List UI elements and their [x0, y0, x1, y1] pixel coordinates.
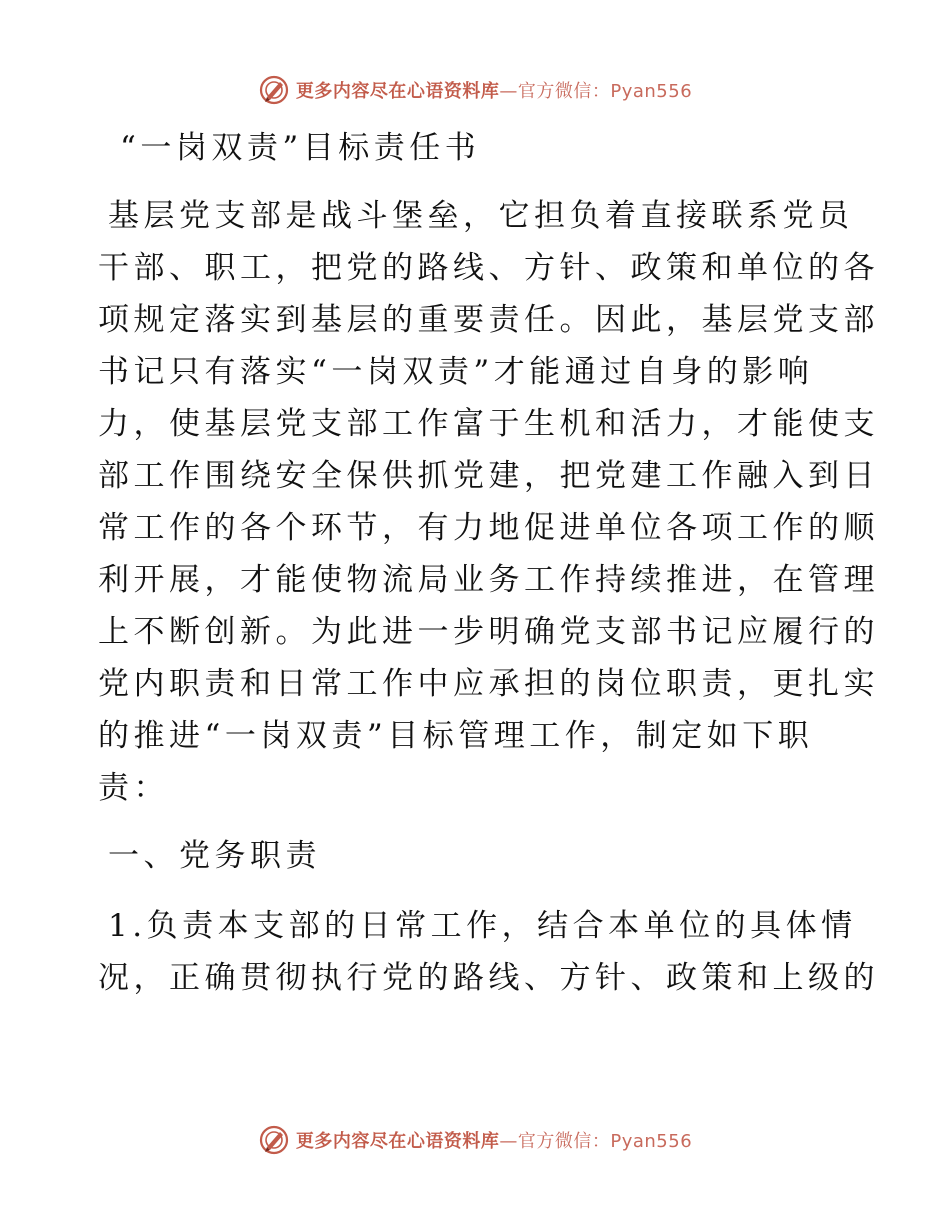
paragraph-line: 1.负责本支部的日常工作，结合本单位的具体情 [108, 908, 857, 944]
section-heading: 一、党务职责 [108, 838, 321, 874]
paragraph-line: 的推进“一岗双责”目标管理工作，制定如下职 [98, 718, 814, 754]
paragraph-line: 力，使基层党支部工作富于生机和活力，才能使支 [98, 406, 879, 442]
paragraph-line: 项规定落实到基层的重要责任。因此，基层党支部 [98, 302, 879, 338]
document-title: “一岗双责”目标责任书 [120, 130, 481, 166]
paragraph-line: 上不断创新。为此进一步明确党支部书记应履行的 [98, 614, 879, 650]
header-banner [0, 70, 950, 110]
pen-logo-icon [258, 74, 290, 106]
paragraph-line: 党内职责和日常工作中应承担的岗位职责，更扎实 [98, 666, 879, 702]
banner-text: 更多内容尽在心语资料库—官方微信：Pyan556 [295, 1131, 693, 1152]
paragraph-line: 利开展，才能使物流局业务工作持续推进，在管理 [98, 562, 879, 598]
paragraph-line: 基层党支部是战斗堡垒，它担负着直接联系党员 [108, 198, 854, 234]
paragraph-line: 况，正确贯彻执行党的路线、方针、政策和上级的 [98, 960, 879, 996]
item-paragraph [98, 900, 879, 1004]
paragraph-line: 常工作的各个环节，有力地促进单位各项工作的顺 [98, 510, 879, 546]
paragraph-line: 干部、职工，把党的路线、方针、政策和单位的各 [98, 250, 879, 286]
paragraph-line: 部工作围绕安全保供抓党建，把党建工作融入到日 [98, 458, 879, 494]
pen-logo-icon [258, 1124, 290, 1156]
paragraph-line: 书记只有落实“一岗双责”才能通过自身的影响 [98, 354, 814, 390]
footer-banner [0, 1120, 950, 1160]
intro-paragraph [98, 190, 879, 814]
paragraph-line: 责： [98, 770, 169, 806]
document-body [98, 122, 879, 1004]
banner-text: 更多内容尽在心语资料库—官方微信：Pyan556 [295, 81, 693, 102]
